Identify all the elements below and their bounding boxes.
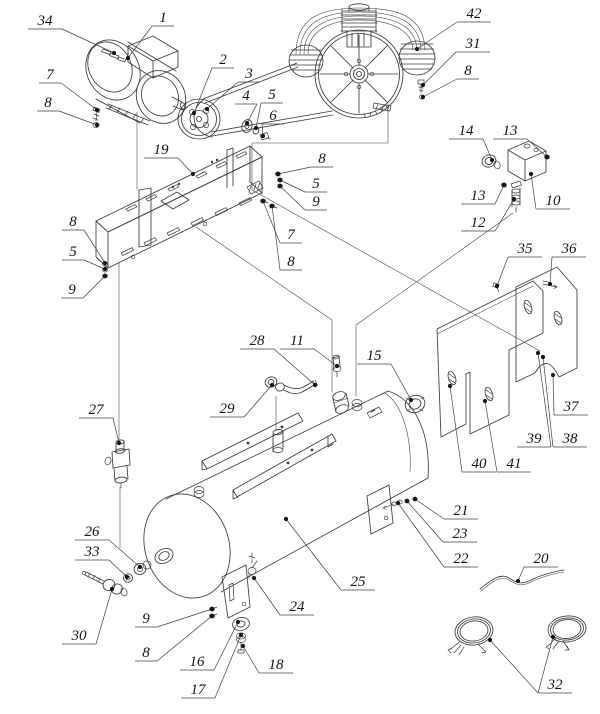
leader-dot bbox=[254, 126, 258, 130]
callout-4-9 bbox=[235, 88, 257, 125]
leader-line bbox=[495, 199, 514, 231]
leader-dot bbox=[516, 579, 520, 583]
callout-label: 13 bbox=[502, 123, 518, 139]
leader-dot bbox=[502, 183, 506, 187]
leader-dot bbox=[103, 267, 107, 271]
leader-line bbox=[495, 185, 504, 204]
discharge-pipe bbox=[284, 381, 315, 394]
leader-line bbox=[256, 103, 261, 128]
leader-line bbox=[417, 22, 457, 49]
callout-24-51 bbox=[252, 576, 314, 615]
leader-line bbox=[278, 167, 311, 174]
callout-label: 29 bbox=[219, 401, 235, 417]
leader-line bbox=[178, 158, 193, 174]
leader-line bbox=[407, 501, 443, 542]
callout-label: 8 bbox=[142, 645, 150, 661]
callout-label: 8 bbox=[287, 254, 295, 270]
wire-rings bbox=[448, 614, 587, 655]
callout-36-27 bbox=[548, 241, 586, 286]
belt-guard-panels bbox=[437, 267, 577, 437]
leader-dot bbox=[276, 172, 280, 176]
callout-label: 41 bbox=[506, 456, 522, 472]
leader-dot bbox=[278, 184, 282, 188]
callout-label: 9 bbox=[312, 194, 320, 210]
leader-line bbox=[244, 385, 272, 417]
callout-label: 12 bbox=[470, 215, 486, 231]
callout-label: 20 bbox=[533, 551, 549, 567]
leader-dot bbox=[192, 111, 196, 115]
leader-dot bbox=[483, 399, 487, 403]
callout-label: 15 bbox=[366, 348, 382, 364]
filter-regulator bbox=[104, 439, 130, 488]
leader-line bbox=[527, 139, 547, 157]
callout-18-50 bbox=[241, 644, 293, 673]
callout-27-32 bbox=[79, 402, 121, 445]
callout-37-33 bbox=[551, 373, 588, 415]
leader-dot bbox=[261, 134, 265, 138]
leader-dot bbox=[512, 197, 516, 201]
callout-5-19 bbox=[278, 176, 327, 192]
callout-19-12 bbox=[144, 142, 195, 176]
drain-cock bbox=[248, 568, 256, 575]
leader-line bbox=[518, 567, 524, 581]
leader-line bbox=[490, 640, 538, 693]
leader-dot bbox=[110, 587, 114, 591]
leader-dot bbox=[210, 607, 214, 611]
callout-33-39 bbox=[75, 544, 129, 579]
leader-dot bbox=[210, 614, 214, 618]
callout-label: 32 bbox=[547, 677, 563, 693]
leader-dot bbox=[125, 575, 129, 579]
leader-dot bbox=[415, 47, 419, 51]
callout-label: 25 bbox=[350, 574, 366, 590]
callout-5-24 bbox=[62, 244, 107, 271]
callout-label: 13 bbox=[470, 188, 486, 204]
callout-label: 9 bbox=[142, 611, 150, 627]
callout-label: 5 bbox=[268, 87, 276, 103]
callout-label: 21 bbox=[453, 503, 469, 519]
leader-dot bbox=[541, 355, 545, 359]
callout-label: 7 bbox=[287, 227, 295, 243]
callout-label: 1 bbox=[159, 10, 167, 26]
callout-label: 8 bbox=[44, 95, 52, 111]
callout-label: 33 bbox=[84, 544, 100, 560]
callout-20-45 bbox=[516, 551, 558, 583]
callout-label: 35 bbox=[517, 241, 533, 257]
callout-8-22 bbox=[270, 204, 302, 270]
leader-dot bbox=[205, 107, 209, 111]
callout-label: 5 bbox=[69, 244, 77, 260]
leader-dot bbox=[278, 178, 282, 182]
leader-line bbox=[61, 83, 97, 110]
callout-label: 6 bbox=[269, 108, 277, 124]
callout-21-41 bbox=[413, 497, 478, 519]
leader-line bbox=[59, 111, 97, 125]
callout-2-7 bbox=[192, 52, 234, 115]
callout-layer bbox=[28, 6, 588, 698]
assembly-lines bbox=[119, 104, 540, 548]
callout-label: 30 bbox=[71, 628, 87, 644]
air-hose bbox=[480, 570, 564, 591]
leader-dot bbox=[448, 384, 452, 388]
leader-line bbox=[423, 79, 457, 97]
check-valve bbox=[332, 390, 347, 402]
callout-9-25 bbox=[61, 274, 107, 298]
leader-line bbox=[194, 68, 212, 113]
leader-dot bbox=[239, 633, 243, 637]
valve-handle bbox=[85, 572, 104, 584]
callout-label: 36 bbox=[561, 241, 577, 257]
leader-dot bbox=[488, 638, 492, 642]
callout-label: 19 bbox=[153, 142, 169, 158]
nameplate bbox=[367, 407, 382, 418]
leader-dot bbox=[270, 204, 274, 208]
callout-label: 5 bbox=[312, 176, 320, 192]
compressor-pump bbox=[289, 4, 435, 118]
callout-11-29 bbox=[280, 333, 339, 368]
callout-8-6 bbox=[37, 95, 99, 127]
belt-guard-back bbox=[516, 267, 577, 382]
leader-line bbox=[109, 560, 127, 577]
leader-dot bbox=[103, 261, 107, 265]
callout-label: 38 bbox=[562, 431, 578, 447]
leader-line bbox=[214, 622, 238, 670]
leader-line bbox=[113, 418, 119, 443]
callout-16-48 bbox=[180, 620, 240, 670]
leader-dot bbox=[409, 398, 413, 402]
callout-label: 34 bbox=[37, 13, 53, 29]
callout-label: 8 bbox=[69, 214, 77, 230]
leader-dot bbox=[421, 95, 425, 99]
callout-label: 2 bbox=[219, 52, 227, 68]
callout-label: 11 bbox=[290, 333, 304, 349]
leader-dot bbox=[490, 158, 494, 162]
callout-15-30 bbox=[357, 348, 413, 402]
callout-label: 26 bbox=[84, 524, 100, 540]
leader-dot bbox=[241, 644, 245, 648]
leader-dot bbox=[396, 501, 400, 505]
leader-dot bbox=[126, 56, 130, 60]
callout-label: 39 bbox=[526, 431, 542, 447]
leader-dot bbox=[551, 635, 555, 639]
callout-8-4 bbox=[421, 63, 479, 99]
leader-line bbox=[485, 401, 497, 472]
callout-label: 7 bbox=[46, 67, 54, 83]
callout-35-26 bbox=[495, 241, 542, 288]
leader-dot bbox=[313, 383, 317, 387]
callout-label: 42 bbox=[466, 6, 482, 22]
callout-label: 23 bbox=[452, 526, 468, 542]
leader-line bbox=[254, 578, 280, 615]
callout-10-16 bbox=[529, 172, 570, 209]
leader-dot bbox=[495, 284, 499, 288]
leader-line bbox=[215, 635, 241, 698]
callout-30-40 bbox=[62, 587, 114, 644]
gauge-plug bbox=[403, 393, 428, 416]
callout-label: 9 bbox=[68, 282, 76, 298]
tank-port bbox=[152, 545, 175, 566]
callout-14-13 bbox=[449, 123, 494, 162]
leader-dot bbox=[138, 565, 142, 569]
right-cylinder bbox=[399, 41, 435, 75]
callout-label: 22 bbox=[453, 551, 469, 567]
callout-label: 17 bbox=[190, 682, 206, 698]
leader-dot bbox=[548, 282, 552, 286]
leader-line bbox=[415, 499, 444, 519]
leader-line bbox=[84, 260, 105, 269]
switch-fitting bbox=[480, 153, 497, 169]
pressure-switch bbox=[480, 141, 549, 212]
callout-label: 3 bbox=[245, 66, 253, 82]
leader-dot bbox=[551, 373, 555, 377]
callout-label: 27 bbox=[88, 402, 104, 418]
leader-line bbox=[83, 276, 105, 298]
leader-line bbox=[280, 186, 305, 210]
leader-line bbox=[62, 29, 114, 53]
callout-label: 37 bbox=[563, 399, 579, 415]
leader-line bbox=[497, 257, 508, 286]
leader-line bbox=[391, 364, 411, 400]
callout-39-34 bbox=[517, 351, 551, 447]
callout-7-21 bbox=[261, 199, 302, 243]
leader-line bbox=[247, 104, 257, 123]
leader-line bbox=[531, 174, 536, 209]
leader-dot bbox=[236, 620, 240, 624]
check-valve-pipework bbox=[264, 355, 350, 453]
leader-dot bbox=[252, 576, 256, 580]
leader-dot bbox=[103, 274, 107, 278]
leader-dot bbox=[191, 172, 195, 176]
leader-line bbox=[84, 230, 105, 263]
callout-8-18 bbox=[276, 151, 333, 176]
callout-label: 28 bbox=[249, 333, 265, 349]
electric-motor bbox=[75, 30, 194, 132]
leader-dot bbox=[529, 172, 533, 176]
callout-29-31 bbox=[210, 383, 274, 417]
leader-line bbox=[243, 646, 259, 673]
leader-dot bbox=[261, 199, 265, 203]
callout-32-52 bbox=[488, 635, 572, 693]
leader-dot bbox=[545, 155, 549, 159]
leader-line bbox=[272, 206, 280, 270]
tank-rear-cap bbox=[388, 391, 428, 478]
leader-dot bbox=[413, 497, 417, 501]
leader-dot bbox=[405, 499, 409, 503]
support-strip bbox=[227, 148, 233, 188]
leader-dot bbox=[284, 517, 288, 521]
leader-line bbox=[450, 386, 462, 472]
leader-line bbox=[109, 540, 140, 567]
callout-label: 24 bbox=[289, 599, 305, 615]
leader-dot bbox=[117, 441, 121, 445]
leader-line bbox=[423, 52, 456, 85]
callout-label: 14 bbox=[458, 123, 474, 139]
base-plate bbox=[96, 146, 283, 278]
leader-dot bbox=[112, 51, 116, 55]
callout-label: 31 bbox=[465, 36, 481, 52]
leader-line bbox=[96, 589, 112, 644]
callout-12-17 bbox=[461, 197, 516, 231]
leader-dot bbox=[245, 121, 249, 125]
callout-label: 8 bbox=[464, 63, 472, 79]
leader-line bbox=[280, 180, 305, 192]
leader-dot bbox=[536, 351, 540, 355]
callout-label: 8 bbox=[318, 151, 326, 167]
callout-label: 40 bbox=[471, 456, 487, 472]
callout-25-44 bbox=[284, 517, 375, 590]
callout-13-15 bbox=[461, 183, 506, 204]
callout-label: 10 bbox=[545, 193, 561, 209]
callout-41-37 bbox=[483, 399, 531, 472]
drain-stem bbox=[249, 553, 255, 563]
callout-label: 16 bbox=[189, 654, 205, 670]
leader-line bbox=[553, 375, 554, 415]
leader-dot bbox=[335, 364, 339, 368]
leader-dot bbox=[95, 123, 99, 127]
callout-label: 4 bbox=[242, 88, 250, 104]
leader-dot bbox=[421, 83, 425, 87]
leader-line bbox=[274, 349, 315, 385]
callout-label: 18 bbox=[268, 657, 284, 673]
leader-line bbox=[157, 609, 212, 627]
leader-line bbox=[286, 519, 341, 590]
leader-dot bbox=[270, 383, 274, 387]
callout-28-28 bbox=[240, 333, 317, 387]
leader-dot bbox=[95, 108, 99, 112]
